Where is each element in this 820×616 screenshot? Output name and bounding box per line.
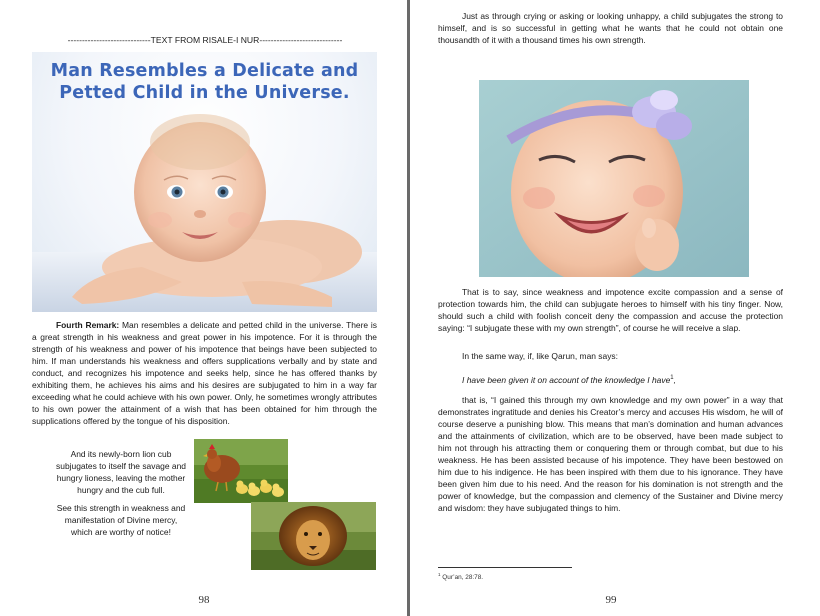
footnote (438, 572, 483, 581)
page-99 (411, 0, 820, 616)
hero-title (32, 60, 377, 104)
quote-text: I have been given it on account of the knowledge I have (462, 374, 671, 385)
quote-end: , (673, 374, 676, 385)
see-strength-paragraph: See this strength in weakness and manifestation of Divine mercy, which are worthy of notice! (56, 503, 186, 537)
book-gutter (407, 0, 410, 616)
hero-baby-image (32, 52, 377, 312)
qarun-intro-paragraph: In the same way, if, like Qarun, man says: (462, 351, 618, 361)
lion-cub-paragraph: And its newly-born lion cub subjugates to itself the savage and hungry lioness, leaving the mother hungry and the cub full. (56, 449, 186, 495)
intro-paragraph: Just as through crying or asking or looking unhappy, a child subjugates the strong to himself, and is so successful in getting what he wants that he could not obtain one thousandth of it with a thousand times his own strength. (438, 11, 783, 45)
running-header: -----------------------------TEXT FROM RISALE-I NUR----------------------------- (67, 35, 343, 45)
page-number-left: 98 (198, 594, 210, 606)
hero-title-line-1: Man Resembles a Delicate and (50, 61, 359, 81)
domination-paragraph: that is, “I gained this through my own knowledge and my own power” in a way that demonstrates ingratitude and denies his Creator’s mercy and accuses His wisdom, he will of course deserve a punishing blow. This means that man’s domination and human advances and the attainments of civilization, which are to be observed, have been made subject to him not through his attracting them or conquering them or through combat, but due to his weakness. He has been assisted because of his impotence. They have been bestowed on him due to his indigence. He has been inspired with them due to his ignorance. They have been given him due to his need. And the reason for his domination is not strength and the power of knowledge, but the compassion and clemency of the Sustainer and Divine mercy and wisdom: they have subjugated things to him. (438, 395, 783, 513)
compassion-paragraph: That is to say, since weakness and impotence excite compassion and a sense of protection towards him, the child can subjugate heroes to himself with his tiny finger. Now, should such a child with foolish conceit deny the compassion and accuse the protection saying: “I subjugate these with my own strength”, of course he will receive a slap. (438, 287, 783, 333)
hen-chicks-image (194, 439, 288, 503)
fourth-remark-label: Fourth Remark: (56, 320, 120, 330)
fourth-remark-paragraph (32, 320, 377, 428)
fourth-remark-text: Man resembles a delicate and petted child in the universe. There is a great strength in his weakness and great power in his impotence. For it is through the strength of his weakness and power of his impotence that beings have been subjected to him. If man understands his weakness and offers supplications verbally and by state and conduct, and recognizes his impotence and seeks help, since he has offered thanks by exhibiting them, he achieves his aims and his desires are subjugated to him in a way far exceeding what he could achieve with his own power. Only, he sometimes wrongly attributes to his own power the attainment of a wish that has been obtained for him through the supplications offered by the tongue of his disposition. (32, 320, 377, 426)
hen-chicks-illustration (194, 439, 288, 503)
footnote-rule (438, 567, 572, 568)
quran-quote (438, 373, 783, 387)
laughing-baby-illustration (479, 80, 749, 277)
lion-illustration (251, 502, 376, 570)
lion-image (251, 502, 376, 570)
hero-title-line-2: Petted Child in the Universe. (59, 83, 350, 103)
page-number-right: 99 (605, 594, 617, 606)
quote-footnote-mark: 1 (670, 375, 674, 381)
page-98 (0, 0, 408, 616)
footnote-mark: 1 (438, 572, 441, 577)
laughing-baby-image (479, 80, 749, 277)
footnote-text: Qur’an, 28:78. (440, 574, 484, 582)
